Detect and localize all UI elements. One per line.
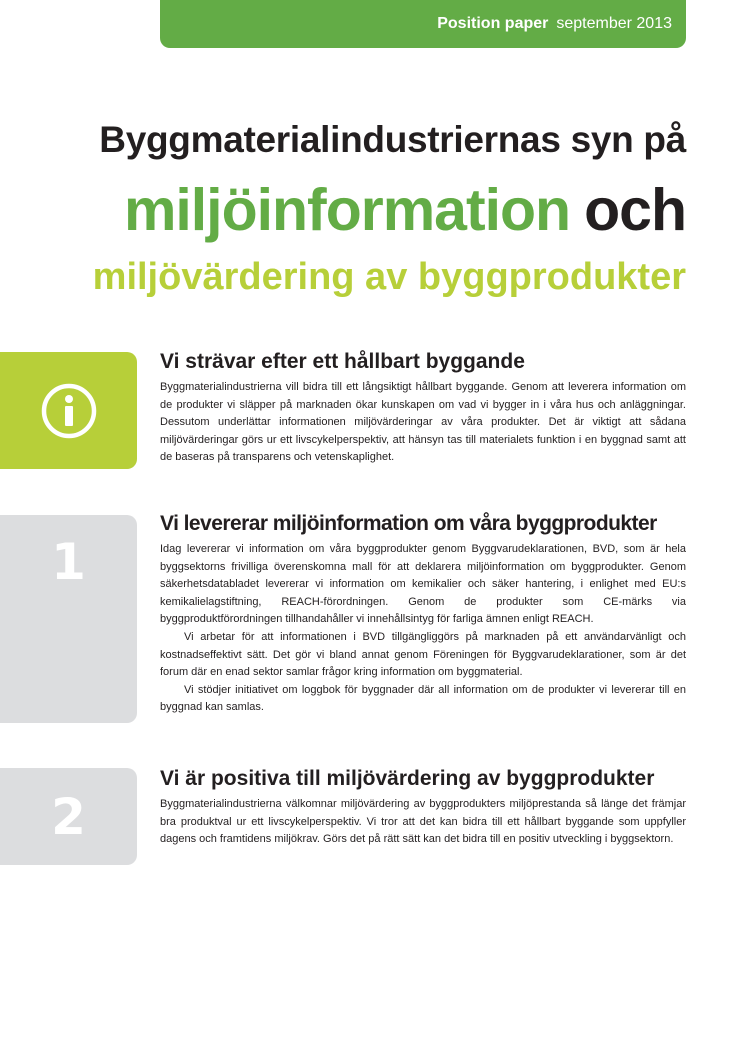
header-date: september 2013 (556, 15, 672, 32)
title-line-2-green: miljöinformation (123, 177, 571, 243)
section-paragraph: Vi stödjer initiativet om loggbok för byggnader där all information om de produkter vi levererar till en byggnad kan samlas. (160, 683, 686, 714)
section-paragraph: Vi arbetar för att informationen i BVD tillgängliggörs på marknaden på ett användarvänligt och kostnadseffektivt sätt. Det gör vi bland annat genom Föreningen för Byggvarudeklarationer, som är det forum där en enad sektor samlar frågor kring information om byggmaterial. (160, 630, 686, 679)
section-paragraph: Byggmaterialindustrierna välkomnar miljövärdering av byggprodukters miljöprestanda så länge det främjar bra produktval ur ett livscykelperspektiv. Vi tror att det kan bidra till ett hållbart byggande som uppfyller dagens och framtidens miljökrav. Görs det på rätt sätt kan det bidra till en positiv utveckling i byggsektorn. (160, 798, 686, 846)
section-body (160, 796, 686, 849)
section-environmental-information (160, 511, 686, 717)
title-line-2-dark: och (584, 177, 686, 243)
section-heading: Vi strävar efter ett hållbart byggande (160, 350, 525, 373)
section-body (160, 379, 686, 467)
number-tab-2-label: 2 (51, 787, 86, 846)
title-line-2 (0, 175, 686, 245)
number-tab-1-label: 1 (51, 533, 86, 591)
section-paragraph: Idag levererar vi information om våra byggprodukter genom Byggvarudeklarationen, BVD, som är hela byggsektorns frivilliga överenskomna mall för att deklarera miljöinformation om byggprodukter. Genom säkerhetsdatabladet levererar vi information om kemikalier och säker hantering, i enlighet med EU:s kemikalielagstiftning, REACH-förordningen. Genom de produkter som CE-märks via byggproduktförordningen tillhandahåller vi innehållsintyg för farliga ämnen enligt REACH. (160, 543, 686, 626)
section-heading: Vi är positiva till miljövärdering av byggprodukter (160, 767, 655, 790)
section-body (160, 541, 686, 717)
section-sustainable-building (160, 349, 686, 467)
info-tab (0, 352, 137, 469)
section-paragraph: Byggmaterialindustrierna vill bidra till ett långsiktigt hållbart byggande. Genom att leverera information om de produkter vi släpper på marknaden ökar kunskapen om vad vi bygger in i våra hus och anläggningar. Dessutom underlättar informationen miljövärderingar av våra produkter. Det är viktigt att sådana miljövärderingar görs ur ett livscykelperspektiv, att hänsyn tas till materialets funktion i en byggnad samt att de baseras på transparens och vetenskaplighet. (160, 381, 686, 464)
info-icon (40, 382, 98, 440)
section-heading: Vi levererar miljöinformation om våra byggprodukter (160, 512, 657, 535)
title-line-1: Byggmaterialindustriernas syn på (99, 119, 686, 160)
number-tab-2 (0, 768, 137, 865)
header-bar (160, 0, 686, 48)
section-environmental-assessment (160, 766, 686, 849)
title-line-3: miljövärdering av byggprodukter (92, 256, 686, 298)
number-tab-1 (0, 515, 137, 723)
header-label: Position paper (437, 15, 549, 32)
